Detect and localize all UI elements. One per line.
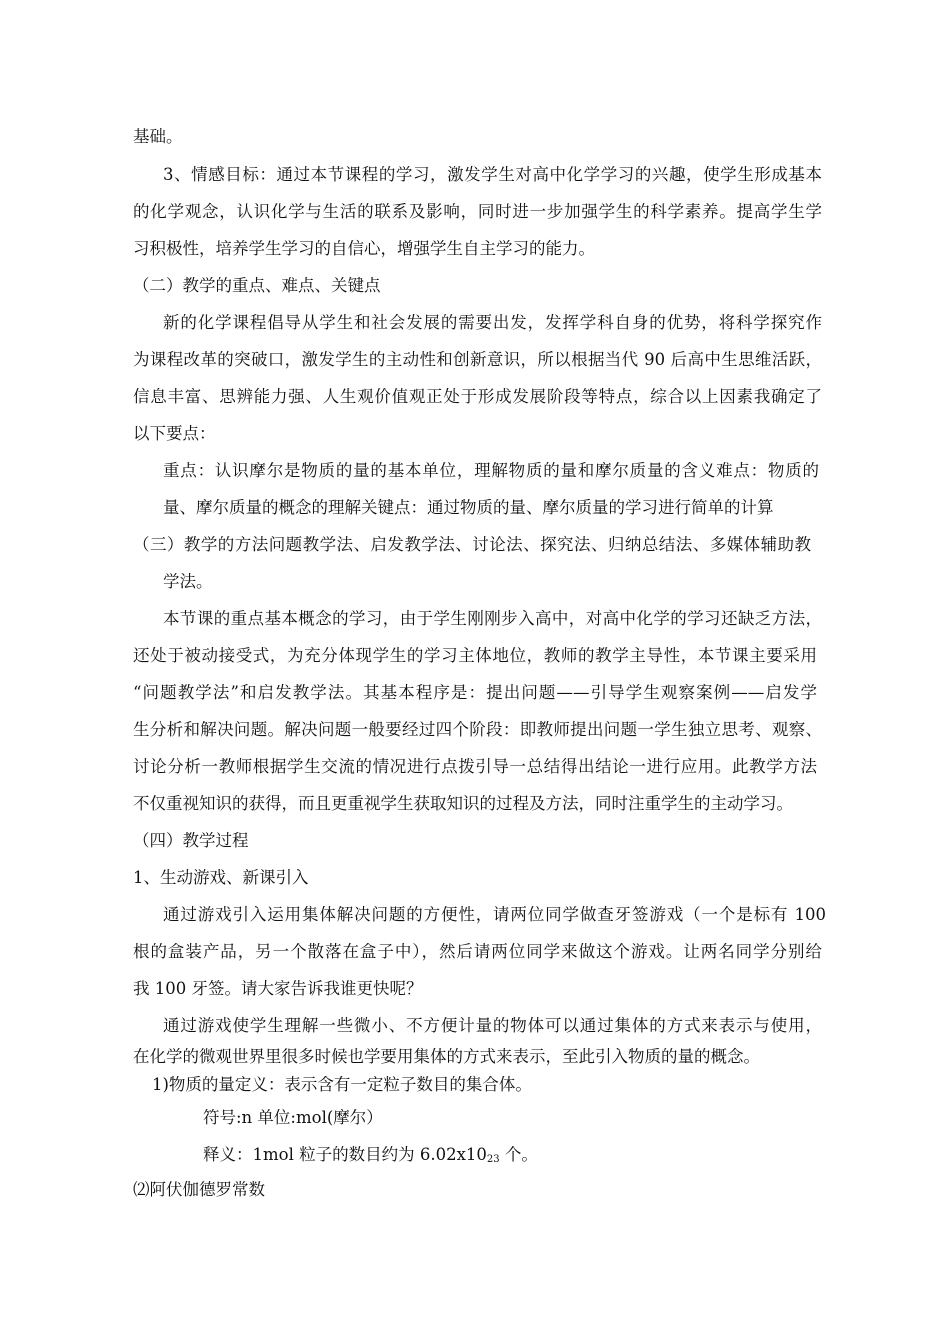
paragraph-line: 的化学观念，认识化学与生活的联系及影响，同时进一步加强学生的科学素养。提高学生学 xyxy=(133,202,822,221)
paragraph-line: 重点：认识摩尔是物质的量的基本单位，理解物质的量和摩尔质量的含义难点：物质的 xyxy=(163,461,819,480)
subsection-heading: ⑵阿伏伽德罗常数 xyxy=(133,1180,265,1199)
paragraph-line: 我 100 牙签。请大家告诉我谁更快呢？ xyxy=(133,979,423,998)
paragraph-line: 基础。 xyxy=(133,127,183,146)
paragraph-line: 本节课的重点基本概念的学习，由于学生刚刚步入高中，对高中化学的学习还缺乏方法， xyxy=(163,609,822,628)
paragraph-line: 3、情感目标：通过本节课程的学习，激发学生对高中化学学习的兴趣，使学生形成基本 xyxy=(163,165,822,184)
paragraph-line: 习积极性，培养学生学习的自信心，增强学生自主学习的能力。 xyxy=(133,239,595,258)
explanation-tail: 个。 xyxy=(499,1145,538,1164)
paragraph-line: 讨论分析一教师根据学生交流的情况进行点拨引导一总结得出结论一进行应用。此教学方法 xyxy=(133,757,817,776)
exponent: 23 xyxy=(486,1154,500,1165)
paragraph-line: 新的化学课程倡导从学生和社会发展的需要出发，发挥学科自身的优势，将科学探究作 xyxy=(163,313,822,332)
paragraph-line: 通过游戏使学生理解一些微小、不方便计量的物体可以通过集体的方式来表示与使用， xyxy=(163,1016,822,1035)
paragraph-line: 在化学的微观世界里很多时候也学要用集体的方式来表示，至此引入物质的量的概念。 xyxy=(133,1047,760,1066)
explanation-line xyxy=(203,1144,538,1171)
paragraph-line: 还处于被动接受式，为充分体现学生的学习主体地位，教师的教学主导性，本节课主要采用 xyxy=(133,646,817,665)
definition-item: 1)物质的量定义：表示含有一定粒子数目的集合体。 xyxy=(152,1075,532,1094)
section-heading: （二）教学的重点、难点、关键点 xyxy=(133,276,381,295)
explanation-text: 释义：1mol 粒子的数目约为 6.02x10 xyxy=(203,1145,487,1164)
paragraph-line: 通过游戏引入运用集体解决问题的方便性，请两位同学做查牙签游戏（一个是标有 100 xyxy=(163,905,826,924)
subsection-heading: 1、生动游戏、新课引入 xyxy=(133,868,309,887)
symbol-unit-line: 符号:n 单位:mol(摩尔） xyxy=(203,1108,383,1127)
paragraph-line: 生分析和解决问题。解决问题一般要经过四个阶段：即教师提出问题一学生独立思考、观察、 xyxy=(133,720,822,739)
paragraph-line: 量、摩尔质量的概念的理解关键点：通过物质的量、摩尔质量的学习进行简单的计算 xyxy=(163,498,774,517)
paragraph-line: 为课程改革的突破口，激发学生的主动性和创新意识，所以根据当代 90 后高中生思维活跃， xyxy=(133,350,822,369)
section-heading: （三）教学的方法问题教学法、启发教学法、讨论法、探究法、归纳总结法、多媒体辅助教 xyxy=(133,535,811,554)
paragraph-line: 以下要点： xyxy=(133,424,216,443)
paragraph-line: 信息丰富、思辨能力强、人生观价值观正处于形成发展阶段等特点，综合以上因素我确定了 xyxy=(133,387,822,406)
paragraph-line: 学法。 xyxy=(163,572,213,591)
paragraph-line: 不仅重视知识的获得，而且更重视学生获取知识的过程及方法，同时注重学生的主动学习。 xyxy=(133,794,793,813)
paragraph-line: 根的盒装产品，另一个散落在盒子中），然后请两位同学来做这个游戏。让两名同学分别给 xyxy=(133,942,822,961)
paragraph-line: “问题教学法”和启发教学法。其基本程序是：提出问题——引导学生观察案例——启发学 xyxy=(133,683,817,702)
section-heading: （四）教学过程 xyxy=(133,831,249,850)
